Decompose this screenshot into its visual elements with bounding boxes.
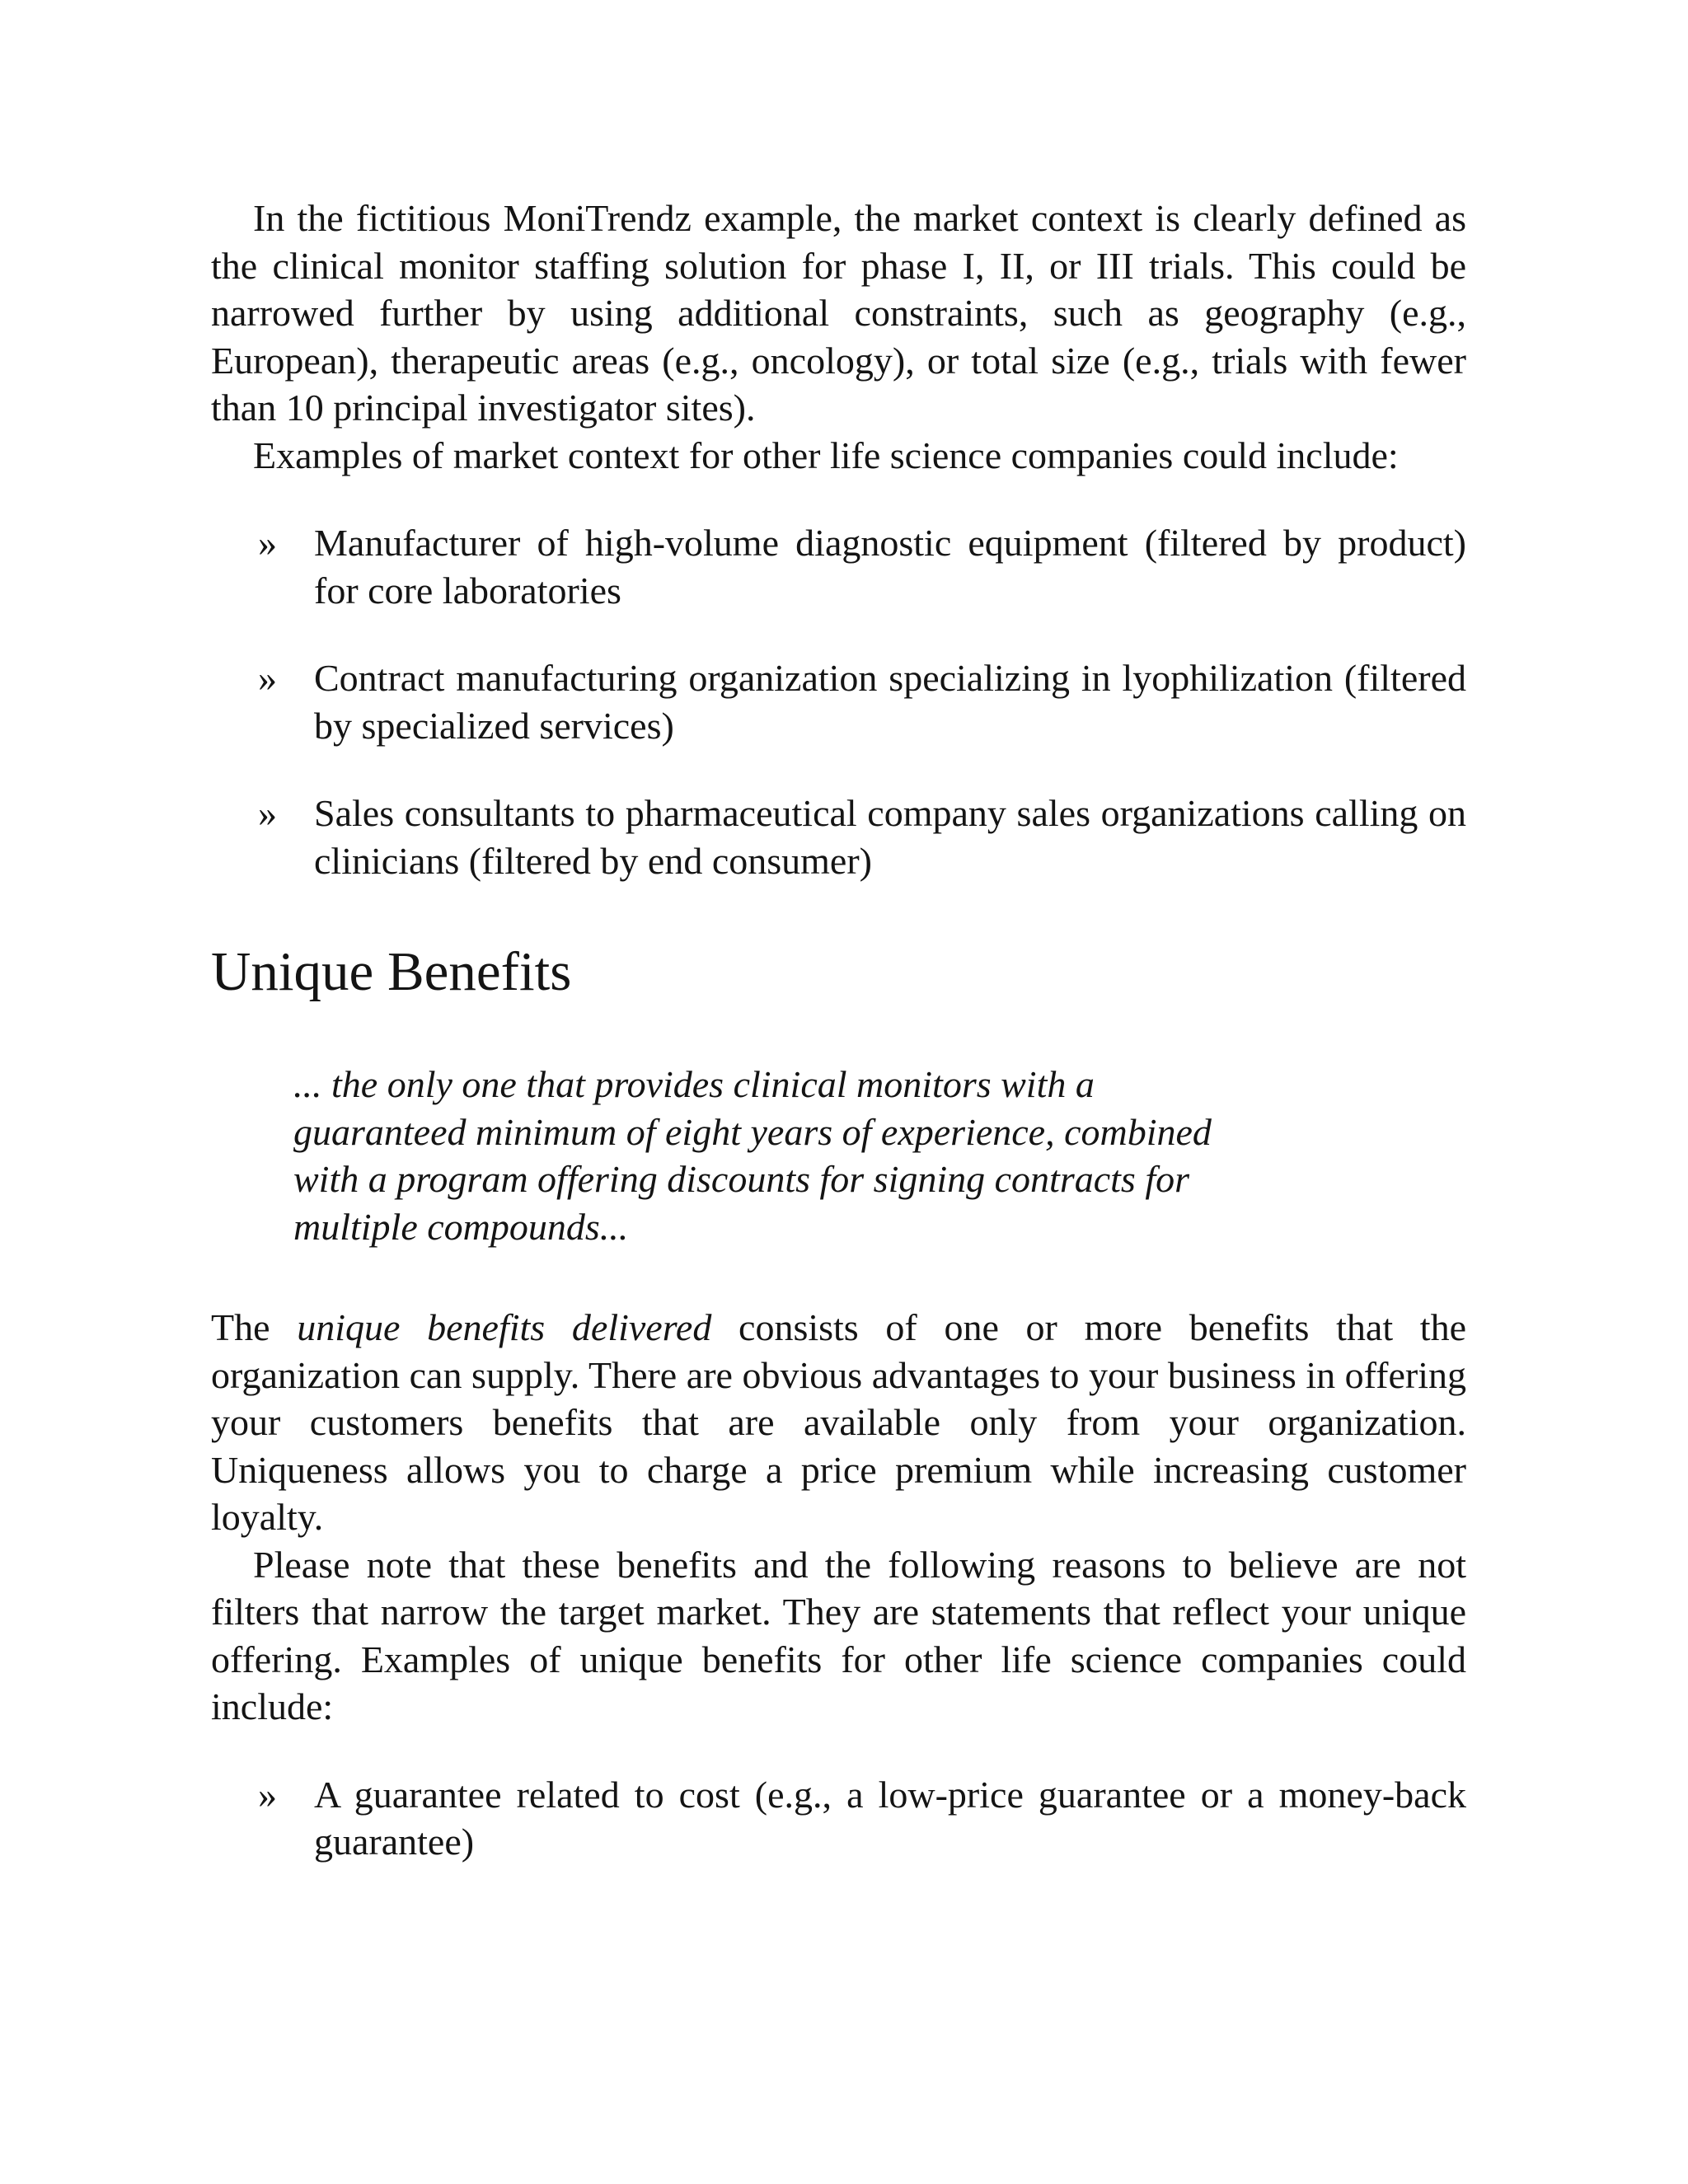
benefits-note-paragraph: Please note that these benefits and the following reasons to believe are not filters that narrow the target market. They are statements that reflect your unique offering. Examples of unique benefits for other life science companies could include: [211,1543,1466,1727]
unique-benefits-paragraph [211,1304,1466,1541]
document-page [211,194,1466,1866]
paragraph-body-text: consists of one or more benefits that the organization can supply. There are obvious advantages to your business in offering your customers benefits that are available only from your organization. Uniqueness allows you to charge a price premium while increasing customer loyalty. [211,1306,1466,1538]
list-item [211,519,1466,614]
list-item-text: Contract manufacturing organization specializing in lyophilization (filtered by specialized services) [314,657,1466,747]
paragraph-lead-text: The [211,1306,298,1348]
list-item [211,790,1466,884]
bullet-marker: » [258,522,277,564]
market-context-examples-intro: Examples of market context for other life science companies could include: [253,434,1399,476]
list-item-text: Manufacturer of high-volume diagnostic equipment (filtered by product) for core laboratories [314,522,1466,612]
list-item [211,1771,1466,1866]
market-context-paragraph: In the fictitious MoniTrendz example, the market context is clearly defined as the clinical monitor staffing solution for phase I, II, or III trials. This could be narrowed further by using additional constraints, such as geography (e.g., European), therapeutic areas (e.g., oncology), or total size (e.g., trials with fewer than 10 principal investigator sites). [211,197,1466,429]
bullet-marker: » [258,792,277,834]
section-heading: Unique Benefits [211,941,572,1002]
list-item-text: Sales consultants to pharmaceutical company sales organizations calling on clinicians (filtered by end consumer) [314,792,1466,882]
bullet-marker: » [258,657,277,699]
emphasized-term: unique benefits delivered [297,1306,712,1348]
bullet-marker: » [258,1773,277,1816]
market-context-examples-list [211,519,1466,884]
unique-benefits-quote: ... the only one that provides clinical monitors with a guaranteed minimum of eight years of experience, combined with a program offering discounts for signing contracts for multiple compounds... [293,1063,1212,1248]
list-item-text: A guarantee related to cost (e.g., a low-price guarantee or a money-back guarantee) [314,1773,1466,1863]
unique-benefits-examples-list [211,1771,1466,1866]
list-item [211,654,1466,749]
